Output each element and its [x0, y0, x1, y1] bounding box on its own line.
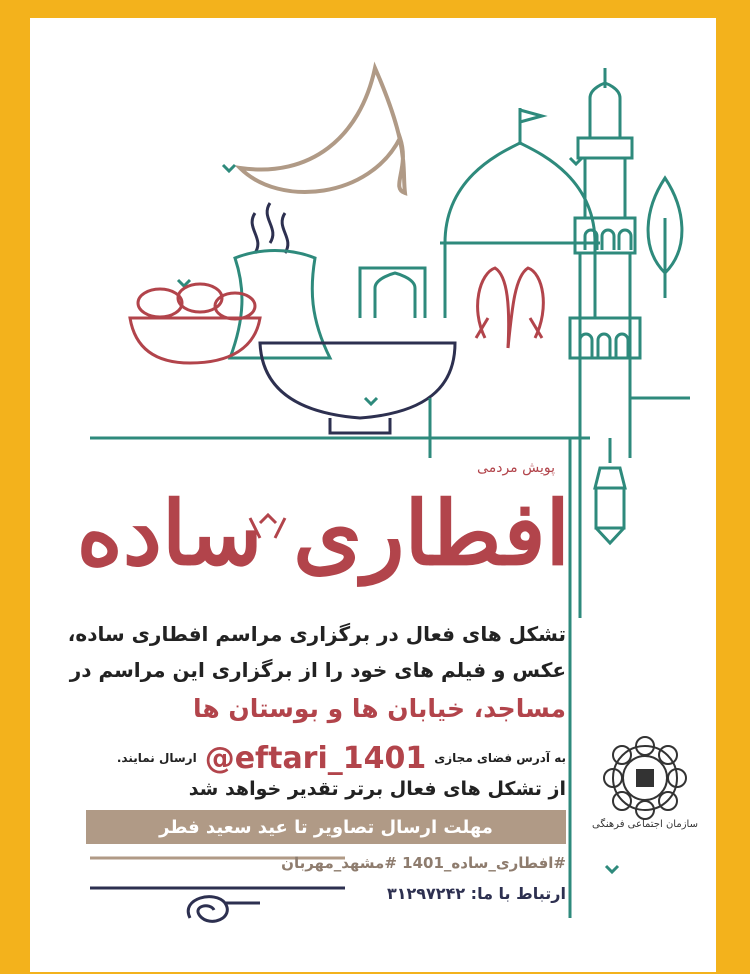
body-line-1: تشکل های فعال در برگزاری مراسم افطاری ساده،: [67, 622, 566, 646]
body-line-2: عکس و فیلم های خود را از برگزاری این مراسم در: [69, 658, 566, 682]
hashtags: #افطاری_ساده_1401 #مشهد_مهربان: [281, 854, 566, 872]
praying-hands-icon: [476, 268, 543, 348]
deadline-banner: مهلت ارسال تصاویر تا عید سعید فطر: [86, 810, 566, 844]
steam-icon: [252, 203, 288, 253]
address-prefix: به آدرس فضای مجازی: [434, 751, 566, 765]
campaign-title: افطاری ساده: [76, 481, 570, 585]
social-handle: @eftari_1401: [204, 740, 427, 776]
organization-name: سازمان اجتماعی فرهنگی: [592, 819, 698, 830]
minaret-icon: [570, 68, 690, 618]
contact-line: ارتباط با ما: ۳۱۲۹۷۲۴۲: [386, 884, 566, 903]
body-line-5: از تشکل های فعال برتر تقدیر خواهد شد: [188, 778, 566, 800]
campaign-label: پویش مردمی: [477, 460, 555, 476]
tree-icon: [648, 178, 682, 298]
swirl-icon: [188, 897, 260, 922]
lantern-icon: [595, 438, 625, 543]
address-row: [117, 740, 566, 776]
municipality-logo-icon: [604, 737, 686, 819]
crescent-moon-icon: [240, 68, 405, 193]
body-line-3: مساجد، خیابان ها و بوستان ها: [192, 694, 566, 723]
address-suffix: ارسال نمایند.: [116, 751, 197, 765]
poster: [30, 18, 716, 972]
